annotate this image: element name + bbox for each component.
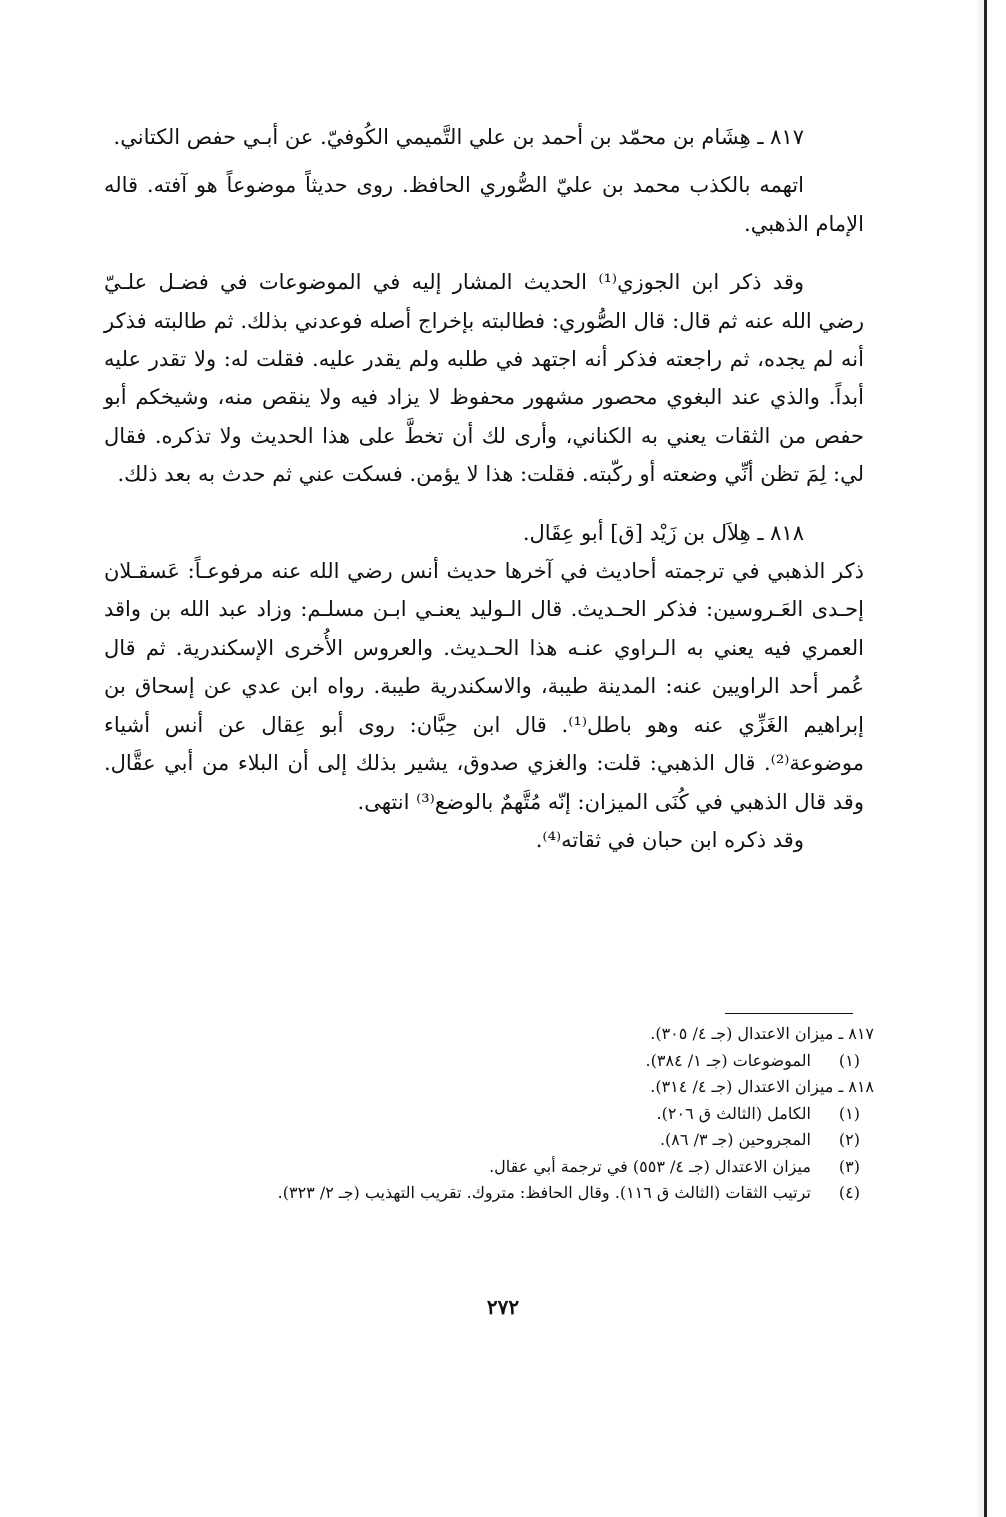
footnote-818-1 [150,1101,874,1128]
footnote-separator [725,1013,853,1014]
footnotes [150,1021,874,1207]
footnote-text: المجروحين (جـ ٣/ ٨٦). [659,1130,811,1149]
entry-817-paragraph-1: اتهمه بالكذب محمد بن عليّ الصُّوري الحافظ. روى حديثاً موضوعاً هو آفته. قاله الإمام الذهبي. [104,173,864,236]
footnote-818-source: ٨١٨ ـ ميزان الاعتدال (جـ ٤/ ٣١٤). [650,1077,874,1096]
page-number: ٢٧٢ [486,1295,520,1319]
footnote-text: ترتيب الثقات (الثالث ق ١١٦). وقال الحافظ: متروك. تقريب التهذيب (جـ ٢/ ٣٢٣). [277,1183,811,1202]
page-edge-line [984,0,987,1517]
footnote-number: (١) [838,1050,860,1070]
footnote-text: ميزان الاعتدال (جـ ٤/ ٥٥٣) في ترجمة أبي عقال. [489,1156,811,1176]
footnote-number: (٢) [838,1130,860,1149]
footnote-818-4 [150,1180,874,1207]
footnote-number: (١) [838,1103,860,1123]
entry-818-heading: ٨١٨ ـ هِلاَل بن زَيْد [ق] أبو عِقَال. [522,520,804,545]
main-text [104,118,864,859]
footnote-818-2 [150,1127,874,1154]
entry-817-heading: ٨١٧ ـ هِشَام بن محمّد بن أحمد بن علي التَّميمي الكُوفيّ. عن أبـي حفص الكتاني. [113,125,804,149]
entry-817-paragraph-2: وقد ذكر ابن الجوزي⁽¹⁾ الحديث المشار إليه في الموضوعات في فضـل علـيّ رضي الله عنه ثم قال: قال الصُّوري: فطالبته بإخراج أصله فوعدني بذلك. ثم طالبته فذكر أنه لم يجده، ثم راجعته فذكر أنه اجتهد في طلبه ولم يقدر عليه. فقلت له: ولا تقدر عليه أبداً. والذي عند البغوي محصور مشهور محفوظ لا يزاد فيه ولا ينقص منه، وشيخكم أبو حفص من الثقات يعني به الكناني، وأرى لك أن تخطَّ على هذا الحديث ولا تذكره. فقال لي: لِمَ تظن أنِّي وضعته أو ركّبته. فقلت: هذا لا يؤمن. فسكت عني ثم حدث به بعد ذلك. [104,270,864,487]
footnote-text: الموضوعات (جـ ١/ ٣٨٤). [645,1050,811,1070]
footnote-817-source: ٨١٧ ـ ميزان الاعتدال (جـ ٤/ ٣٠٥). [650,1024,874,1043]
footnote-818-3 [150,1154,874,1181]
entry-818-paragraph-1: ذكر الذهبي في ترجمته أحاديث في آخرها حديث أنس رضي الله عنه مرفوعـاً: عَسقـلان إحـدى العَـروسين: فذكر الحـديث. قال الـوليد يعنـي ابـن مسلـم: وزاد عبد الله بن واقد العمري فيه يعني به الـراوي عنـه هذا الحـديث. والعروس الأُخرى الإسكندرية. ثم قال عُمر أحد الراويين عنه: المدينة طيبة، والاسكندرية طيبة. رواه ابن عدي عن إسحاق بن إبراهيم الغَزِّي عنه وهو باطل⁽¹⁾. قال ابن حِبَّان: روى أبو عِقال عن أنس أشياء موضوعة⁽²⁾. قال الذهبي: قلت: والغزي صدوق، يشير بذلك إلى أن البلاء من أبي عقَّال. وقد قال الذهبي في كُنَى الميزان: إنّه مُتَّهمٌ بالوضع⁽³⁾ انتهى. [104,559,864,814]
footnote-text: الكامل (الثالث ق ٢٠٦). [656,1103,811,1123]
footnote-817-1 [150,1048,874,1075]
footnote-number: (٣) [838,1156,860,1176]
entry-818-paragraph-2: وقد ذكره ابن حبان في ثقاته⁽⁴⁾. [535,827,804,852]
footnote-number: (٤) [838,1183,860,1202]
